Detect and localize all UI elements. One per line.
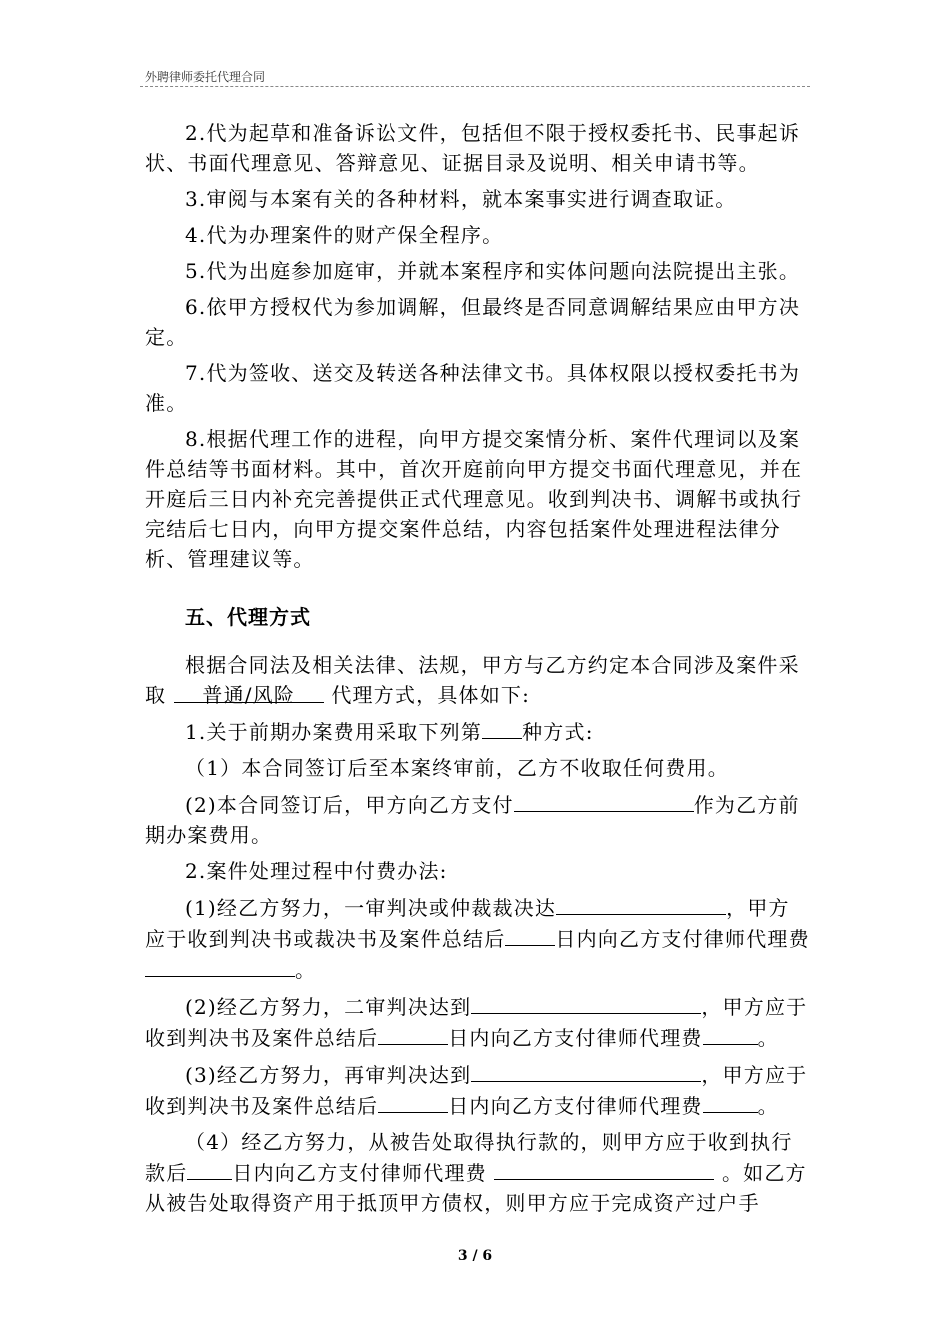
c2-text-c: 日内向乙方支付律师代理费 [448, 1026, 703, 1050]
clause-first-instance [145, 892, 810, 985]
clause-item-2: 2.代为起草和准备诉讼文件，包括但不限于授权委托书、民事起诉状、书面代理意见、答辩意见、证据目录及说明、相关申请书等。 [145, 121, 801, 175]
option-2 [145, 789, 810, 850]
intro-text-b: 代理方式，具体如下: [331, 683, 531, 707]
c2-text-d: 。 [757, 1026, 779, 1050]
clause-item-7: 7.代为签收、送交及转送各种法律文书。具体权限以授权委托书为准。 [145, 361, 801, 415]
c3-fee-blank [703, 1090, 758, 1113]
c3-text-b: ，甲方应于收到判决书及案件总结后 [145, 1063, 808, 1118]
intro-text-a: 根据合同法及相关法律、法规，甲方与乙方约定本合同涉及案件采取 [145, 653, 800, 707]
agency-mode-field: 普通/风险 [174, 680, 324, 703]
running-header: 外聘律师委托代理合同 [145, 70, 266, 84]
c1-fee-blank [145, 954, 295, 977]
c4-text-c: 。如乙方从被告处取得资产用于抵顶甲方债权，则甲方应于完成资产过户手 [145, 1161, 807, 1215]
option-number-blank [482, 716, 522, 739]
prepaid-fee-blank [514, 789, 694, 812]
c4-text-a: （4）经乙方努力，从被告处取得执行款的，则甲方应于收到执行款后 [145, 1130, 793, 1185]
section-heading: 五、代理方式 [185, 605, 311, 629]
clause-enforcement [145, 1127, 810, 1218]
c1-text-d: 。 [295, 958, 317, 982]
clause-item-8: 8.根据代理工作的进程，向甲方提交案情分析、案件代理词以及案件总结等书面材料。其中，首次开庭前向甲方提交书面代理意见，并在开庭后三日内补充完善提供正式代理意见。收到判决书、调解书或执行完结后七日内，向甲方提交案件总结，内容包括案件处理进程法律分析、管理建议等。 [145, 427, 803, 571]
clause-item-4: 4.代为办理案件的财产保全程序。 [185, 223, 504, 247]
c1-text-a: (1)经乙方努力，一审判决或仲裁裁决达 [185, 896, 557, 920]
clause-item-6: 6.依甲方授权代为参加调解，但最终是否同意调解结果应由甲方决定。 [145, 295, 801, 349]
c3-text-a: (3)经乙方努力，再审判决达到 [185, 1063, 472, 1087]
header-divider [140, 86, 810, 87]
c3-result-blank [471, 1059, 701, 1082]
clause-item-3: 3.审阅与本案有关的各种材料，就本案事实进行调查取证。 [185, 187, 737, 211]
c1-text-c: 日内向乙方支付律师代理费 [555, 927, 810, 951]
c3-days-blank [378, 1090, 448, 1113]
option-1: （1）本合同签订后至本案终审前，乙方不收取任何费用。 [185, 756, 729, 780]
clause-retrial [145, 1059, 810, 1121]
c1-result-blank [556, 892, 726, 915]
page-number: 3 / 6 [457, 1248, 493, 1264]
c2-text-b: ，甲方应于收到判决书及案件总结后 [145, 995, 808, 1050]
option-2-text: (2)本合同签订后，甲方向乙方支付 [185, 793, 514, 817]
c3-text-c: 日内向乙方支付律师代理费 [448, 1094, 703, 1118]
payment-item-1-suffix: 种方式: [522, 720, 594, 744]
c3-text-d: 。 [757, 1094, 779, 1118]
c4-days-blank [187, 1157, 232, 1180]
section-intro [145, 650, 810, 710]
c1-days-blank [505, 923, 555, 946]
payment-item-2: 2.案件处理过程中付费办法: [185, 859, 448, 883]
payment-item-1 [145, 716, 810, 747]
c2-result-blank [471, 991, 701, 1014]
c2-fee-blank [703, 1022, 758, 1045]
c4-fee-blank [494, 1157, 714, 1180]
option-2-suffix: 作为乙方前期办案费用。 [145, 793, 800, 847]
clause-item-5: 5.代为出庭参加庭审，并就本案程序和实体问题向法院提出主张。 [185, 259, 801, 283]
c4-text-b: 日内向乙方支付律师代理费 [232, 1161, 487, 1185]
c1-text-b: ，甲方应于收到判决书或裁决书及案件总结后 [145, 896, 790, 951]
payment-item-1-text: 1.关于前期办案费用采取下列第 [185, 720, 483, 744]
c2-days-blank [378, 1022, 448, 1045]
c2-text-a: (2)经乙方努力，二审判决达到 [185, 995, 472, 1019]
document-body [145, 118, 810, 1224]
clause-second-instance [145, 991, 810, 1053]
